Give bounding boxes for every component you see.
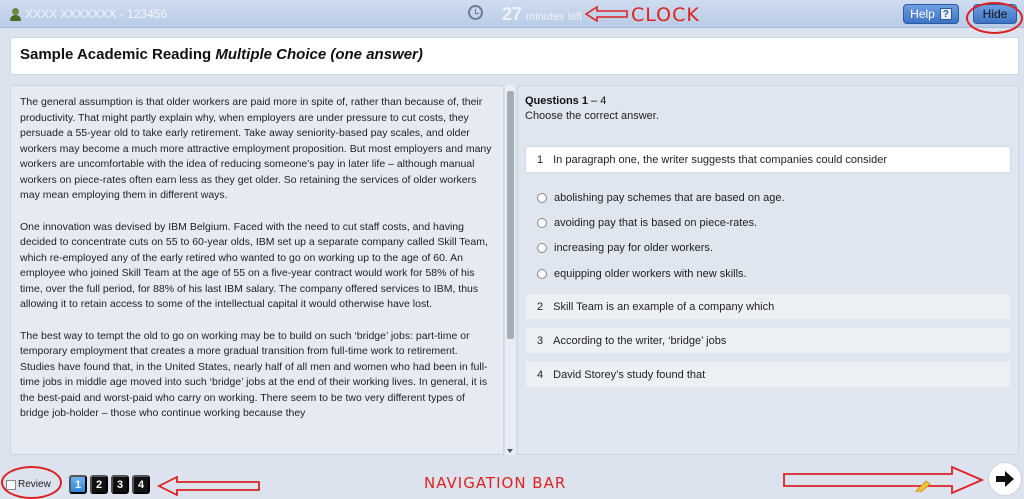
title-emphasis: Multiple Choice (one answer) (215, 46, 423, 63)
answer-option[interactable] (537, 268, 747, 280)
answer-option[interactable] (537, 242, 713, 254)
question-text: In paragraph one, the writer suggests that companies could consider (553, 153, 887, 166)
passage-scrollbar[interactable] (504, 85, 515, 455)
question-item-2[interactable] (525, 293, 1011, 320)
scroll-down-arrow-icon[interactable] (507, 449, 513, 453)
question-nav-button-1[interactable]: 1 (69, 475, 87, 494)
questions-panel (517, 85, 1019, 455)
help-button[interactable] (903, 4, 959, 24)
navigation-annotation-left-arrow-icon (157, 476, 261, 496)
question-nav-button-3[interactable]: 3 (111, 475, 129, 494)
top-bar (0, 0, 1024, 28)
questions-heading: Questions 1 – 4 (525, 95, 607, 107)
option-text: equipping older workers with new skills. (554, 268, 747, 280)
next-button[interactable] (988, 462, 1022, 496)
radio-button[interactable] (537, 218, 547, 228)
question-number: 2 (537, 300, 544, 313)
question-number: 4 (537, 368, 544, 381)
passage-paragraph: The general assumption is that older workers are paid more in spite of, rather than because of, their productivity. That might partly explain why, when employers are under pressure to cut costs, they persuade a 55-year old to take early retirement. Take away seniority-based pay scales, and older workers may become a much more attractive employment proposition. But most employers and many workers are uncomfortable with the idea of reducing someone’s pay in later life – although manual workers on piece-rates often earn less as they get older. So retaining the services of older workers may mean employing them in different ways. (20, 96, 492, 201)
candidate-name: XXXX XXXXXXX - 123456 (25, 7, 168, 21)
radio-button[interactable] (537, 193, 547, 203)
navigation-annotation-right-arrow-icon (782, 465, 984, 495)
question-number: 1 (537, 153, 544, 166)
help-question-icon: ? (940, 8, 952, 20)
option-text: abolishing pay schemes that are based on age. (554, 192, 785, 204)
timer (502, 4, 582, 25)
title-band (10, 37, 1019, 75)
question-nav-button-4[interactable]: 4 (132, 475, 150, 494)
question-text: David Storey’s study found that (553, 368, 706, 381)
clock-annotation-label: CLOCK (631, 4, 700, 26)
question-nav-button-2[interactable]: 2 (90, 475, 108, 494)
alarm-clock-icon (468, 5, 483, 20)
timer-value: 27 (502, 4, 523, 24)
navigation-annotation-label: NAVIGATION BAR (424, 474, 567, 492)
clock-annotation-arrow-icon (585, 6, 629, 22)
radio-button[interactable] (537, 269, 547, 279)
arrow-right-icon (995, 471, 1015, 487)
question-text: According to the writer, ‘bridge’ jobs (553, 334, 727, 347)
answer-option[interactable] (537, 192, 785, 204)
review-annotation-circle (1, 466, 62, 499)
answer-option[interactable] (537, 217, 757, 229)
review-label: Review (18, 479, 51, 490)
help-label: Help (910, 7, 935, 21)
reading-passage[interactable] (10, 85, 504, 455)
option-text: increasing pay for older workers. (554, 242, 713, 254)
radio-button[interactable] (537, 243, 547, 253)
scrollbar-thumb[interactable] (507, 91, 514, 339)
question-text: Skill Team is an example of a company which (553, 300, 775, 313)
question-item-4[interactable] (525, 361, 1011, 388)
page-title: Sample Academic Reading Multiple Choice (one answer) (20, 46, 423, 63)
person-icon (10, 8, 21, 21)
questions-instruction: Choose the correct answer. (525, 110, 659, 122)
question-number: 3 (537, 334, 544, 347)
hide-annotation-circle (966, 2, 1023, 34)
question-navigator (69, 475, 150, 494)
hide-button[interactable]: Hide (973, 4, 1017, 24)
timer-unit: minutes left (526, 11, 583, 23)
passage-paragraph: The best way to tempt the old to go on working may be to build on such ‘bridge’ jobs: part-time or temporary employment that creates a more gradual transition from full-time work to retirement. Studies have found that, in the United States, nearly half of all men and women who had been in full-time jobs in middle age moved into such ‘bridge’ jobs at the end of their working lives. In general, it is the best-paid and worst-paid who carry on working. There seem to be two very different types of bridge job-holder – those who continue working because they (20, 329, 488, 419)
question-item-3[interactable] (525, 327, 1011, 354)
option-text: avoiding pay that is based on piece-rates. (554, 217, 758, 229)
question-item-1[interactable] (525, 146, 1011, 173)
pencil-icon[interactable] (915, 480, 931, 492)
passage-paragraph: One innovation was devised by IBM Belgium. Faced with the need to cut staff costs, and having decided to concentrate cuts on 55 to 60-year olds, IBM set up a separate company called Skill Team, which re-employed any of the early retired who wanted to go on working up to the age of 60. An employee who joined Skill Team at the age of 55 on a five-year contract would work for 58% of his time, over the full period, for 88% of his last IBM salary. The company offered services to IBM, thus allowing it to retain access to some of the intellectual capital it would otherwise have lost. (20, 220, 488, 310)
candidate-info (10, 7, 167, 21)
